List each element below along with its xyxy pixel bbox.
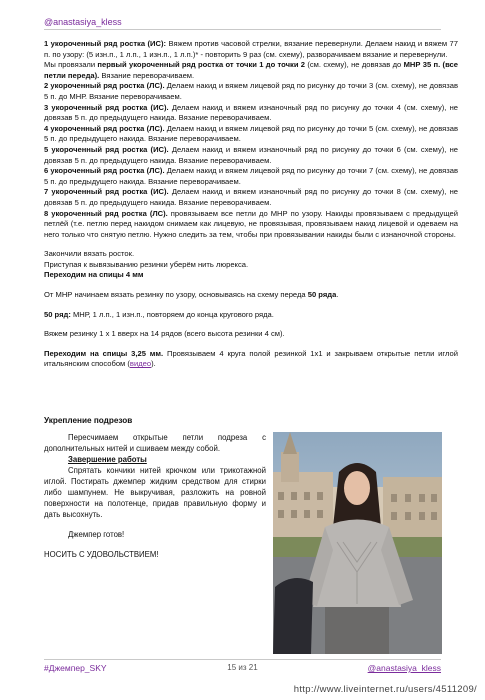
finishing-column — [44, 432, 266, 560]
row-6-paragraph: 6 укороченный ряд ростка (ЛС). Делаем накид и вяжем лицевой ряд по рисунку до точки 7 (см. схему), не довязав 5 п. до предыдущего накида. Вязание переворачиваем. — [44, 166, 459, 186]
watermark-url: http://www.liveinternet.ru/users/4511209/ — [293, 684, 477, 695]
row-5-paragraph: 5 укороченный ряд ростка (ИС). Делаем накид и вяжем изнаночный ряд по рисунку до точки 6 (см. схему), не довязав 5 п. до предыдущего накида. Вязание переворачиваем. — [44, 144, 458, 165]
row-2-paragraph: 2 укороченный ряд ростка (ЛС). Делаем накид и вяжем лицевой ряд по рисунку до точки 3 (см. схему), не довязав 5 п. до МНР. Вязание переворачиваем. — [44, 81, 459, 101]
row-7-paragraph: 7 укороченный ряд ростка (ИС). Делаем накид и вяжем изнаночный ряд по рисунку до точки 8 (см. схему), не довязав 5 п. до предыдущего накида. Вязание переворачиваем. — [44, 187, 458, 207]
summary-paragraph: Мы провязали первый укороченный ряд ростка от точки 1 до точки 2 (см. схему), не довязав до МНР 35 п. (все петли переда). Вязание переворачиваем. — [44, 60, 458, 80]
finish-line-2: Приступая к вывязыванию резинки уберём нить люрекса. — [44, 259, 249, 269]
header-divider — [44, 29, 441, 30]
footer-handle-link[interactable]: @anastasiya_kless — [367, 663, 441, 673]
page-number: 15 из 21 — [227, 663, 258, 672]
footer-hashtag: #Джемпер_SKY — [44, 663, 107, 673]
row-1-paragraph: 1 укороченный ряд ростка (ИС): Вяжем против часовой стрелки, вязание перевернули. Делаем накид и вяжем 77 п. по узору: (5 изн.п., 1 л.п., 1 изн.п., 1 л.п.)* - повторить 9 раз (см. схему), разворачиваем вязание и перевернули. — [44, 39, 458, 59]
needles-4mm: Переходим на спицы 4 мм — [44, 270, 144, 280]
done-text: Джемпер готов! — [68, 530, 125, 539]
row-4-paragraph: 4 укороченный ряд ростка (ЛС). Делаем накид и вяжем лицевой ряд по рисунку до точки 5 (см. схему), не довязав 5 п. до предыдущего накида. Вязание переворачиваем. — [44, 123, 459, 144]
rib-start: От МНР начинаем вязать резинку по узору, основываясь на схему переда 50 ряда. — [44, 290, 339, 300]
header-handle: @anastasiya_kless — [44, 17, 122, 27]
footer-divider — [44, 659, 441, 660]
video-link[interactable]: видео — [129, 359, 152, 369]
needles-325: Переходим на спицы 3,25 мм. Провязываем 4 круга полой резинкой 1х1 и закрываем открытые петли иглой итальянским способом (видео). — [44, 348, 458, 369]
instructions-body — [44, 39, 458, 370]
row-8-paragraph: 8 укороченный ряд ростка (ЛС). провязываем все петли до МНР по узору. Накиды провязываем с предыдущей петлёй (т.е. петлю перед накидом снимаем как лицевую, не провязывая, провязываем накид лицевой и одеваем на него только что снятую петлю. Нужно следить за тем, чтобы при провязывании накиды были с изнаночной стороны. — [44, 208, 458, 239]
finish-line-1: Закончили вязать росток. — [44, 249, 135, 259]
row-3-paragraph: 3 укороченный ряд ростка (ИС). Делаем накид и вяжем изнаночный ряд по рисунку до точки 4 (см. схему), не довязав 5 п. до предыдущего накида. Вязание переворачиваем. — [44, 102, 458, 123]
finish-work-text: Спрятать кончики нитей крючком или трикотажной иглой. Постирать джемпер жидким средством для стирки либо шампунем. Не выкручивая, разложить на ровной поверхности на полотенце, придав правильную форму и дать высохнуть. — [44, 466, 266, 519]
reinforce-text: Пересчимаем открытые петли подреза с дополнительных нитей и сшиваем между собой. — [44, 433, 266, 453]
section-title: Укрепление подрезов — [44, 416, 133, 425]
model-photo — [273, 432, 442, 654]
row-50: 50 ряд: МНР, 1 л.п., 1 изн.п., повторяем до конца кругового ряда. — [44, 309, 274, 319]
finish-work-heading: Завершение работы — [68, 455, 147, 464]
rib-height: Вяжем резинку 1 х 1 вверх на 14 рядов (всего высота резинки 4 см). — [44, 329, 285, 339]
enjoy-text: НОСИТЬ С УДОВОЛЬСТВИЕМ! — [44, 550, 159, 559]
